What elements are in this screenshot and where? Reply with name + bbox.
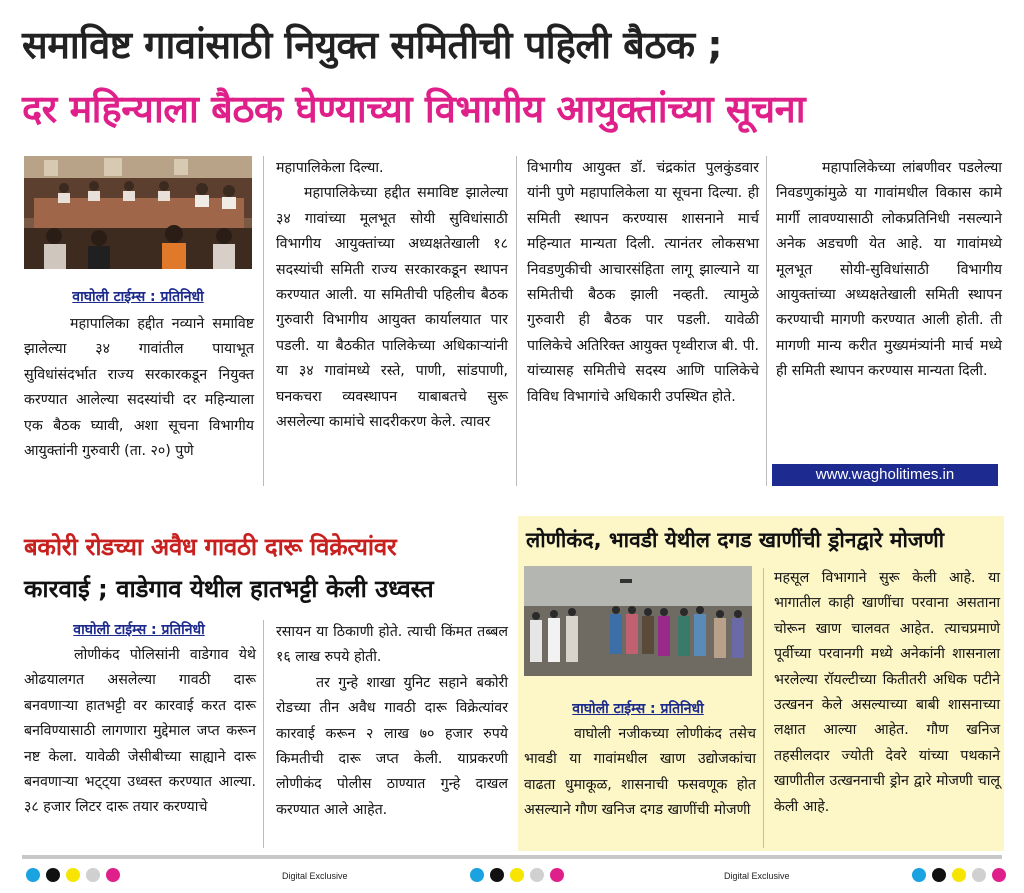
story3-column-2 [774,566,1000,820]
registration-dot [912,868,926,882]
paragraph: महापालिकेला दिल्या. [276,160,384,176]
registration-dot [86,868,100,882]
registration-dot [550,868,564,882]
registration-dot [26,868,40,882]
registration-dot [470,868,484,882]
registration-dot [106,868,120,882]
paragraph: रसायन या ठिकाणी होते. त्याची किंमत तब्बल १६ लाख रुपये होती. [276,624,508,666]
column-divider [516,156,517,486]
story1-column-3 [527,156,759,410]
registration-dot [952,868,966,882]
column-divider [263,620,264,848]
registration-dot [490,868,504,882]
registration-dot [510,868,524,882]
paragraph: महापालिकेच्या हद्दीत समाविष्ट झालेल्या ३४ गावांच्या मूलभूत सोयी सुविधांसाठी विभागीय आयुक्तांच्या अध्यक्षतेखाली १८ सदस्यांची समिती राज्य सरकारकडून स्थापन करण्यात आली. या समितीची पहिलीच बैठक गुरुवारी विभागीय आयुक्त कार्यालयात पार पडली. या बैठकीत पालिकेच्या अधिकाऱ्यांनी या ३४ गावांमध्ये रस्ते, पाणी, सांडपाणी, घनकचरा व्यवस्थापन याबाबतचे सुरू असलेल्या कामांचे सादरीकरण केले. त्यावर [276,185,508,431]
footer-label-left: Digital Exclusive [282,871,348,881]
story2-byline: वाघोली टाईम्स : प्रतिनिधी [73,622,205,638]
headline-highlight: कारवाई ; वाडेगाव येथील हातभट्टी केली उध्वस्त [24,575,434,603]
story1-byline: वाघोली टाईम्स : प्रतिनिधी [72,289,204,305]
footer-rule [22,855,1002,859]
registration-dot [932,868,946,882]
registration-dot [992,868,1006,882]
paragraph: तर गुन्हे शाखा युनिट सहाने बकोरी रोडच्या तीन अवैध गावठी दारू विक्रेत्यांवर कारवाई करून २ लाख ७० हजार रुपये किमतीची दारू जप्त केली. याप्रकरणी लोणीकंद पोलीस ठाण्यात गुन्हे दाखल करण्यात आले आहेत. [276,674,508,818]
color-registration-right [912,868,1006,882]
registration-dot [530,868,544,882]
story2-column-2 [276,620,508,823]
paragraph: महापालिकेच्या लांबणीवर पडलेल्या निवडणुकांमुळे या गावांमधील विकास कामे मार्गी लावण्यासाठी लोकप्रतिनिधी नसल्याने अनेक अडचणी येत आहे. या गावांमध्ये मूलभूत सोयी-सुविधांसाठी विभागीय आयुक्तांच्या अध्यक्षतेखाली समिती स्थापन करण्याची मागणी करण्यात आली होती. ती मागणी मान्य करीत मुख्यमंत्र्यांनी मार्च मध्ये ही समिती स्थापन करण्यास मान्यता दिली. [776,160,1002,380]
story3-byline: वाघोली टाईम्स : प्रतिनिधी [572,701,704,717]
color-registration-center [470,868,564,882]
registration-dot [46,868,60,882]
column-divider [763,568,764,848]
sub-headline: दर महिन्याला बैठक घेण्याच्या विभागीय आयुक्तांच्या सूचना [22,87,806,131]
story2-column-1 [24,643,256,821]
registration-dot [66,868,80,882]
footer-label-right: Digital Exclusive [724,871,790,881]
main-headline: समाविष्ट गावांसाठी नियुक्त समितीची पहिली बैठक ; [22,23,723,67]
paragraph: विभागीय आयुक्त डॉ. चंद्रकांत पुलकुंडवार यांनी पुणे महापालिकेला या सूचना दिल्या. ही समिती स्थापन करण्यास शासनाने मार्च महिन्यात मान्यता दिली. त्यानंतर लोकसभा निवडणुकीची आचारसंहिता लागू झाल्याने या समितीची बैठक झाली नव्हती. त्यामुळे गुरुवारी ही बैठक पार पडली. यावेळी पालिकेचे अतिरिक्त आयुक्त पृथ्वीराज बी. पी. यांच्यासह समितीचे सदस्य आणि पालिकेचे विविध विभागांचे अधिकारी उपस्थित होते. [527,160,759,405]
story2-headline-line1: बकोरी रोडच्या अवैध गावठी दारू विक्रेत्यांवर [24,533,397,561]
website-url-banner: www.wagholitimes.in [772,464,998,486]
column-divider [766,156,767,486]
story2-headline-line2 [24,572,434,605]
meeting-photo [24,156,252,269]
paragraph: महापालिका हद्दीत नव्याने समाविष्ट झालेल्या ३४ गावांतील पायाभूत सुविधांसंदर्भात राज्य सरकारकडून नियुक्त करण्यात आलेल्या सदस्यांची दर महिन्याला एक बैठक घ्यावी, अशा सूचना विभागीय आयुक्तांनी गुरुवारी (ता. २०) पुणे [24,316,254,460]
paragraph: वाघोली नजीकच्या लोणीकंद तसेच भावडी या गावांमधील खाण उद्योजकांचा वाढता धुमाकूळ, शासनाची फसवणूक होत असल्याने गौण खनिज दगड खाणींची मोजणी [524,726,756,819]
story3-column-1 [524,722,756,824]
paragraph: महसूल विभागाने सुरू केली आहे. या भागातील काही खाणींचा परवाना असताना चोरून खाण चालवत आहेत. त्याचप्रमाणे पूर्वीच्या परवानगी मध्ये अनेकांनी शासनाला भरलेल्या रॉयल्टीच्या कितीतरी अधिक पटीने उत्खनन केले असल्याच्या बाबी शासनाच्या लक्षात आल्या आहेत. गौण खनिज तहसीलदार ज्योती देवरे यांच्या पथकाने खाणीतील उत्खननाची ड्रोन द्वारे मोजणी चालू केली आहे. [774,570,1000,815]
story1-column-2 [276,156,508,435]
column-divider [263,156,264,486]
drone-survey-photo [524,566,752,676]
registration-dot [972,868,986,882]
story1-column-4 [776,156,1002,385]
color-registration-left [26,868,120,882]
paragraph: लोणीकंद पोलिसांनी वाडेगाव येथे ओढयालगत असलेल्या गावठी दारू बनवणाऱ्या हातभट्टी वर कारवाई करत दारू बनविण्यासाठी लागणारा मुद्देमाल जप्त करून नष्ट केला. यावेळी जेसीबीच्या साह्याने दारू बनवणाऱ्या भट्ट्या उध्वस्त करण्यात आल्या. ३८ हजार लिटर दारू तयार करण्याचे [24,647,256,816]
story3-headline: लोणीकंद, भावडी येथील दगड खाणींची ड्रोनद्वारे मोजणी [526,528,945,552]
story1-column-1 [24,312,254,464]
